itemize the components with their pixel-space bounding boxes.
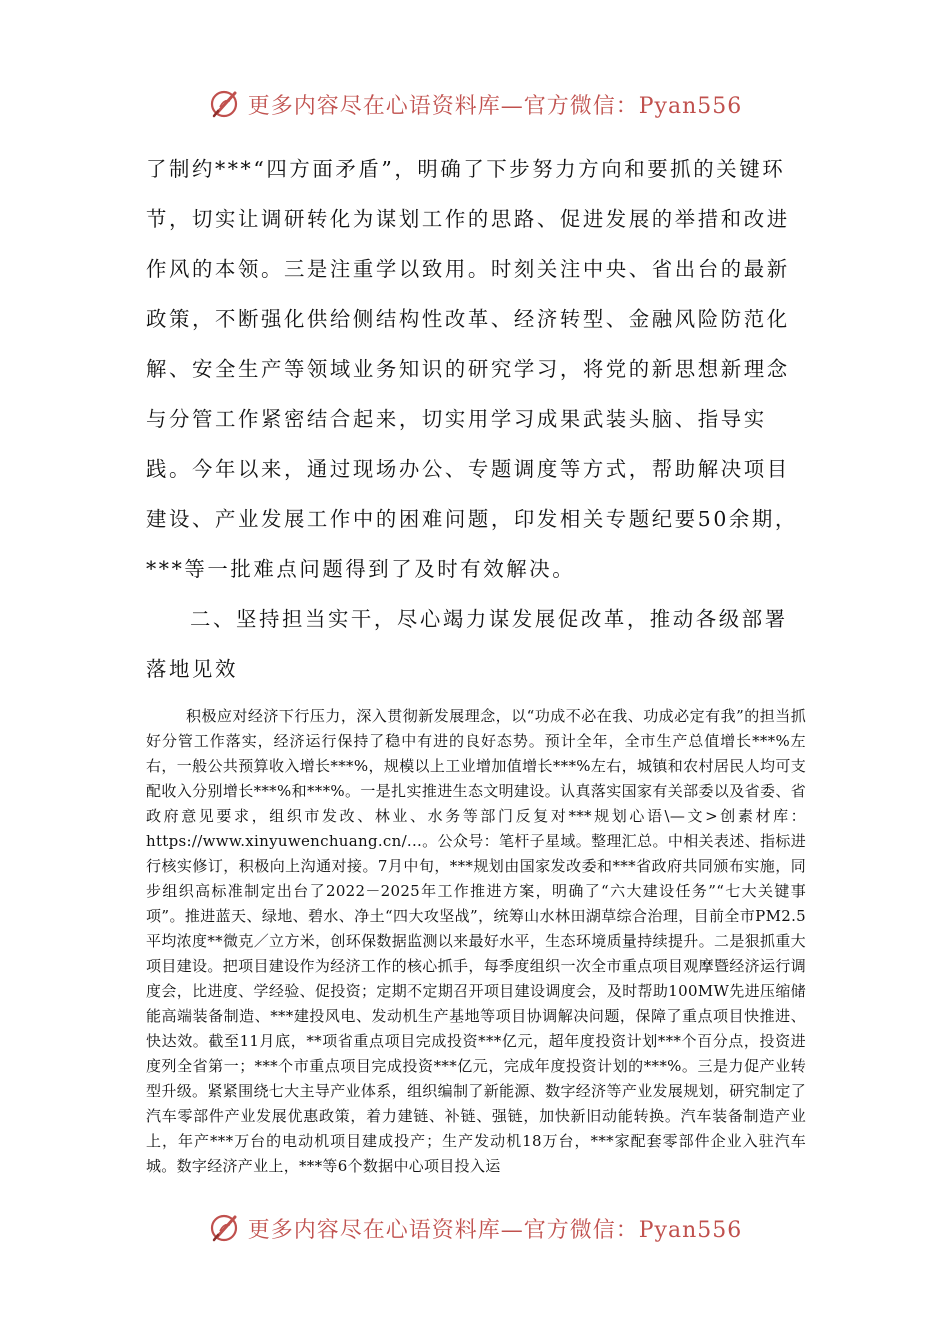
pen-logo-icon <box>208 87 242 121</box>
header-banner <box>0 80 950 128</box>
pen-logo-icon <box>208 1211 242 1245</box>
continued-paragraph: 了制约***“四方面矛盾”，明确了下步努力方向和要抓的关键环节，切实让调研转化为谋划工作的思路、促进发展的举措和改进作风的本领。三是注重学以致用。时刻关注中央、省出台的最新政策，不断强化供给侧结构性改革、经济转型、金融风险防范化解、安全生产等领域业务知识的研究学习，将党的新思想新理念与分管工作紧密结合起来，切实用学习成果武装头脑、指导实践。今年以来，通过现场办公、专题调度等方式，帮助解决项目建设、产业发展工作中的困难问题，印发相关专题纪要50余期，***等一批难点问题得到了及时有效解决。 <box>146 157 798 581</box>
footer-banner <box>0 1204 950 1252</box>
header-banner-text: 更多内容尽在心语资料库—官方微信：Pyan556 <box>247 93 743 119</box>
section-heading: 二、坚持担当实干，尽心竭力谋发展促改革，推动各级部署落地见效 <box>146 607 788 681</box>
footer-banner-text: 更多内容尽在心语资料库—官方微信：Pyan556 <box>247 1217 743 1243</box>
document-body <box>146 144 806 1179</box>
section-paragraph: 积极应对经济下行压力，深入贯彻新发展理念，以“功成不必在我、功成必定有我”的担当抓好分管工作落实，经济运行保持了稳中有进的良好态势。预计全年，全市生产总值增长***%左右，一般公共预算收入增长***%，规模以上工业增加值增长***%左右，城镇和农村居民人均可支配收入分别增长***%和***%。一是扎实推进生态文明建设。认真落实国家有关部委以及省委、省政府意见要求，组织市发改、林业、水务等部门反复对***规划心语\—文>创素材库：https://www.xinyuwenchuang.cn/...。公众号：笔杆子星域。整理汇总。中相关表述、指标进行核实修订，积极向上沟通对接。7月中旬，***规划由国家发改委和***省政府共同颁布实施，同步组织高标准制定出台了2022－2025年工作推进方案，明确了“六大建设任务”“七大关键事项”。推进蓝天、绿地、碧水、净土“四大攻坚战”，统筹山水林田湖草综合治理，目前全市PM2.5平均浓度**微克／立方米，创环保数据监测以来最好水平，生态环境质量持续提升。二是狠抓重大项目建设。把项目建设作为经济工作的核心抓手，每季度组织一次全市重点项目观摩暨经济运行调度会，比进度、学经验、促投资；定期不定期召开项目建设调度会，及时帮助100MW先进压缩储能高端装备制造、***建投风电、发动机生产基地等项目协调解决问题，保障了重点项目快推进、快达效。截至11月底，**项省重点项目完成投资***亿元，超年度投资计划***个百分点，投资进度列全省第一；***个市重点项目完成投资***亿元，完成年度投资计划的***%。三是力促产业转型升级。紧紧围绕七大主导产业体系，组织编制了新能源、数字经济等产业发展规划，研究制定了汽车零部件产业发展优惠政策，着力建链、补链、强链，加快新旧动能转换。汽车装备制造产业上，年产***万台的电动机项目建成投产；生产发动机18万台，***家配套零部件企业入驻汽车城。数字经济产业上，***等6个数据中心项目投入运 <box>146 707 806 1175</box>
